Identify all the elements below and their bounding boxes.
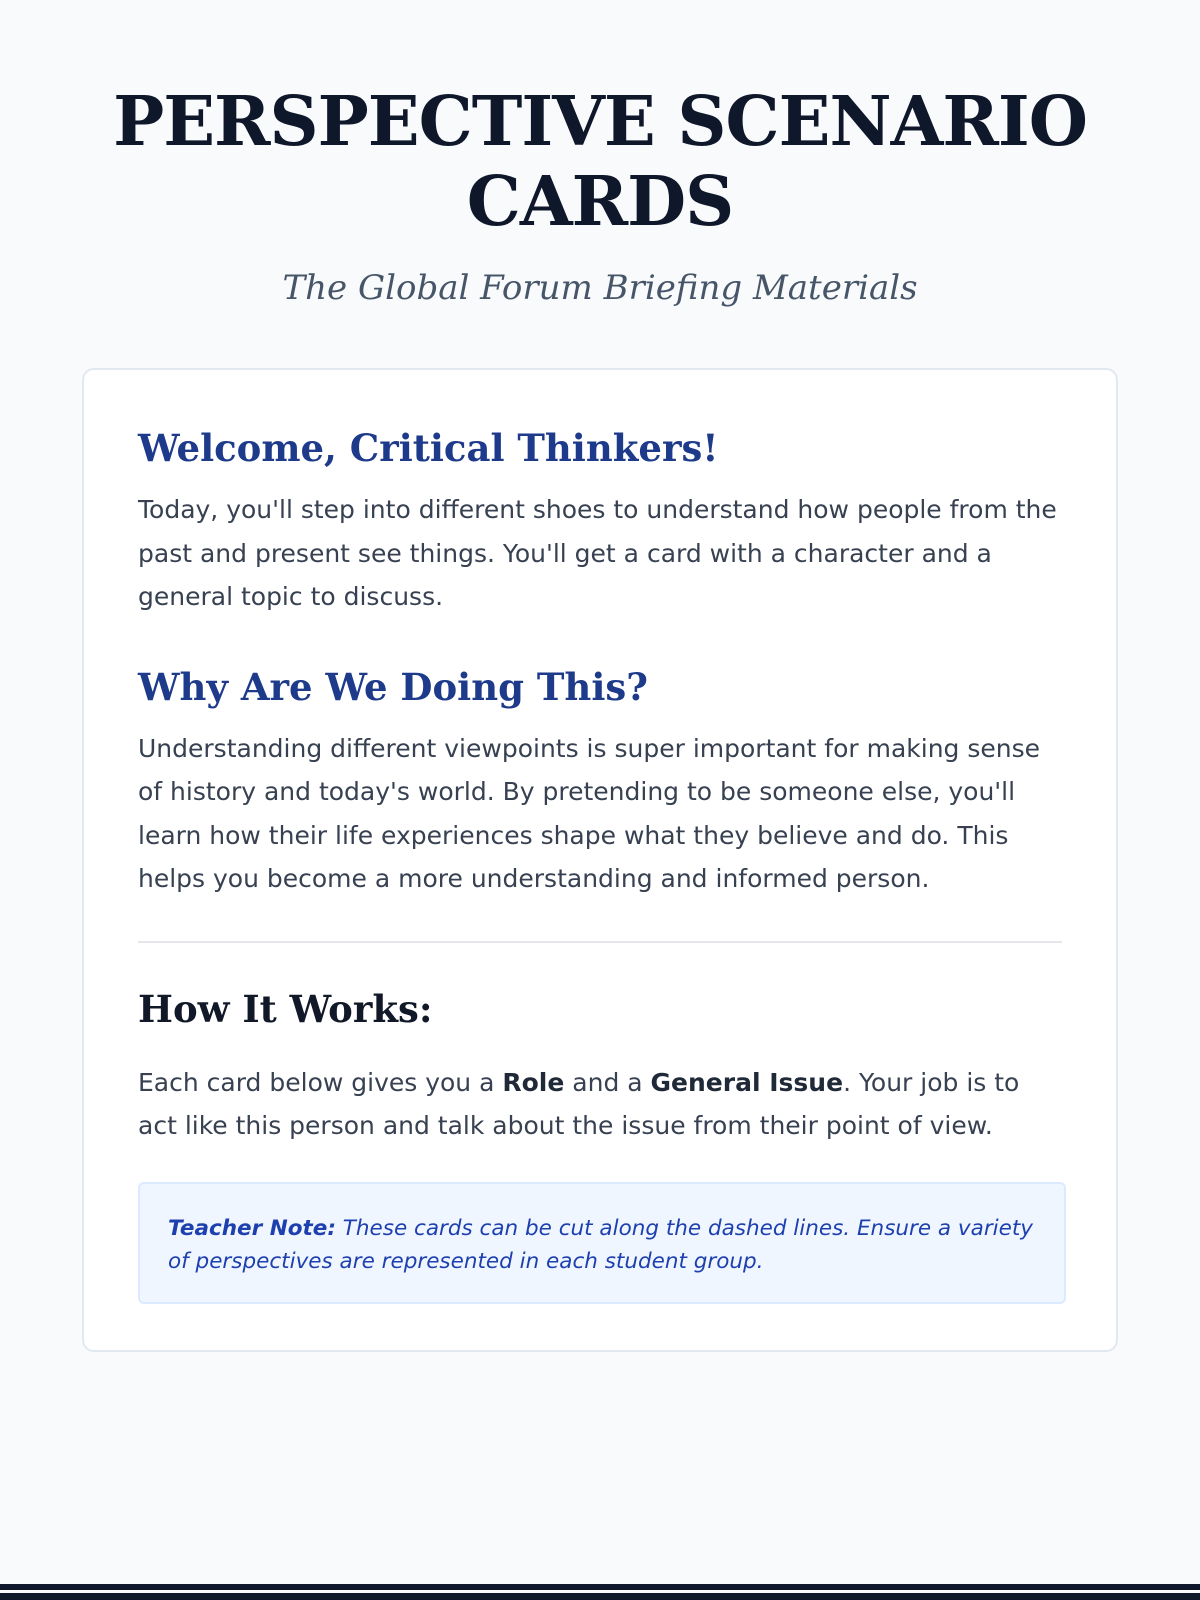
how-text-2: and a [564, 1067, 651, 1097]
why-heading: Why Are We Doing This? [138, 664, 648, 709]
how-text-1: Each card below gives you a [138, 1067, 503, 1097]
page-header [0, 82, 1200, 308]
welcome-body: Today, you'll step into different shoes to understand how people from the past and present see things. You'll get a card with a character and a general topic to discuss. [138, 495, 1057, 611]
how-section [138, 987, 1062, 1148]
why-body: Understanding different viewpoints is super important for making sense of history and today's world. By pretending to be someone else, you'll learn how their life experiences shape what they believe and do. This helps you become a more understanding and informed person. [138, 733, 1041, 893]
role-label: Role [502, 1067, 565, 1097]
briefing-card [82, 368, 1118, 1352]
teacher-note-label: Teacher Note: [168, 1215, 336, 1241]
bottom-border-gap [0, 1590, 1200, 1593]
section-divider [138, 941, 1062, 943]
how-text-3: . Your job is to act like this person and talk about the issue from their point of view. [138, 1067, 1020, 1140]
how-body [138, 1061, 1062, 1148]
page-title: PERSPECTIVE SCENARIO CARDS [113, 82, 1087, 242]
teacher-note [138, 1182, 1066, 1304]
page-subtitle: The Global Forum Briefing Materials [282, 268, 918, 308]
why-section [138, 665, 1062, 901]
how-heading: How It Works: [138, 986, 433, 1031]
issue-label: General Issue [650, 1067, 844, 1097]
welcome-section [138, 426, 1062, 619]
teacher-note-text: These cards can be cut along the dashed lines. Ensure a variety of perspectives are represented in each student group. [168, 1215, 1034, 1274]
welcome-heading: Welcome, Critical Thinkers! [138, 426, 719, 470]
